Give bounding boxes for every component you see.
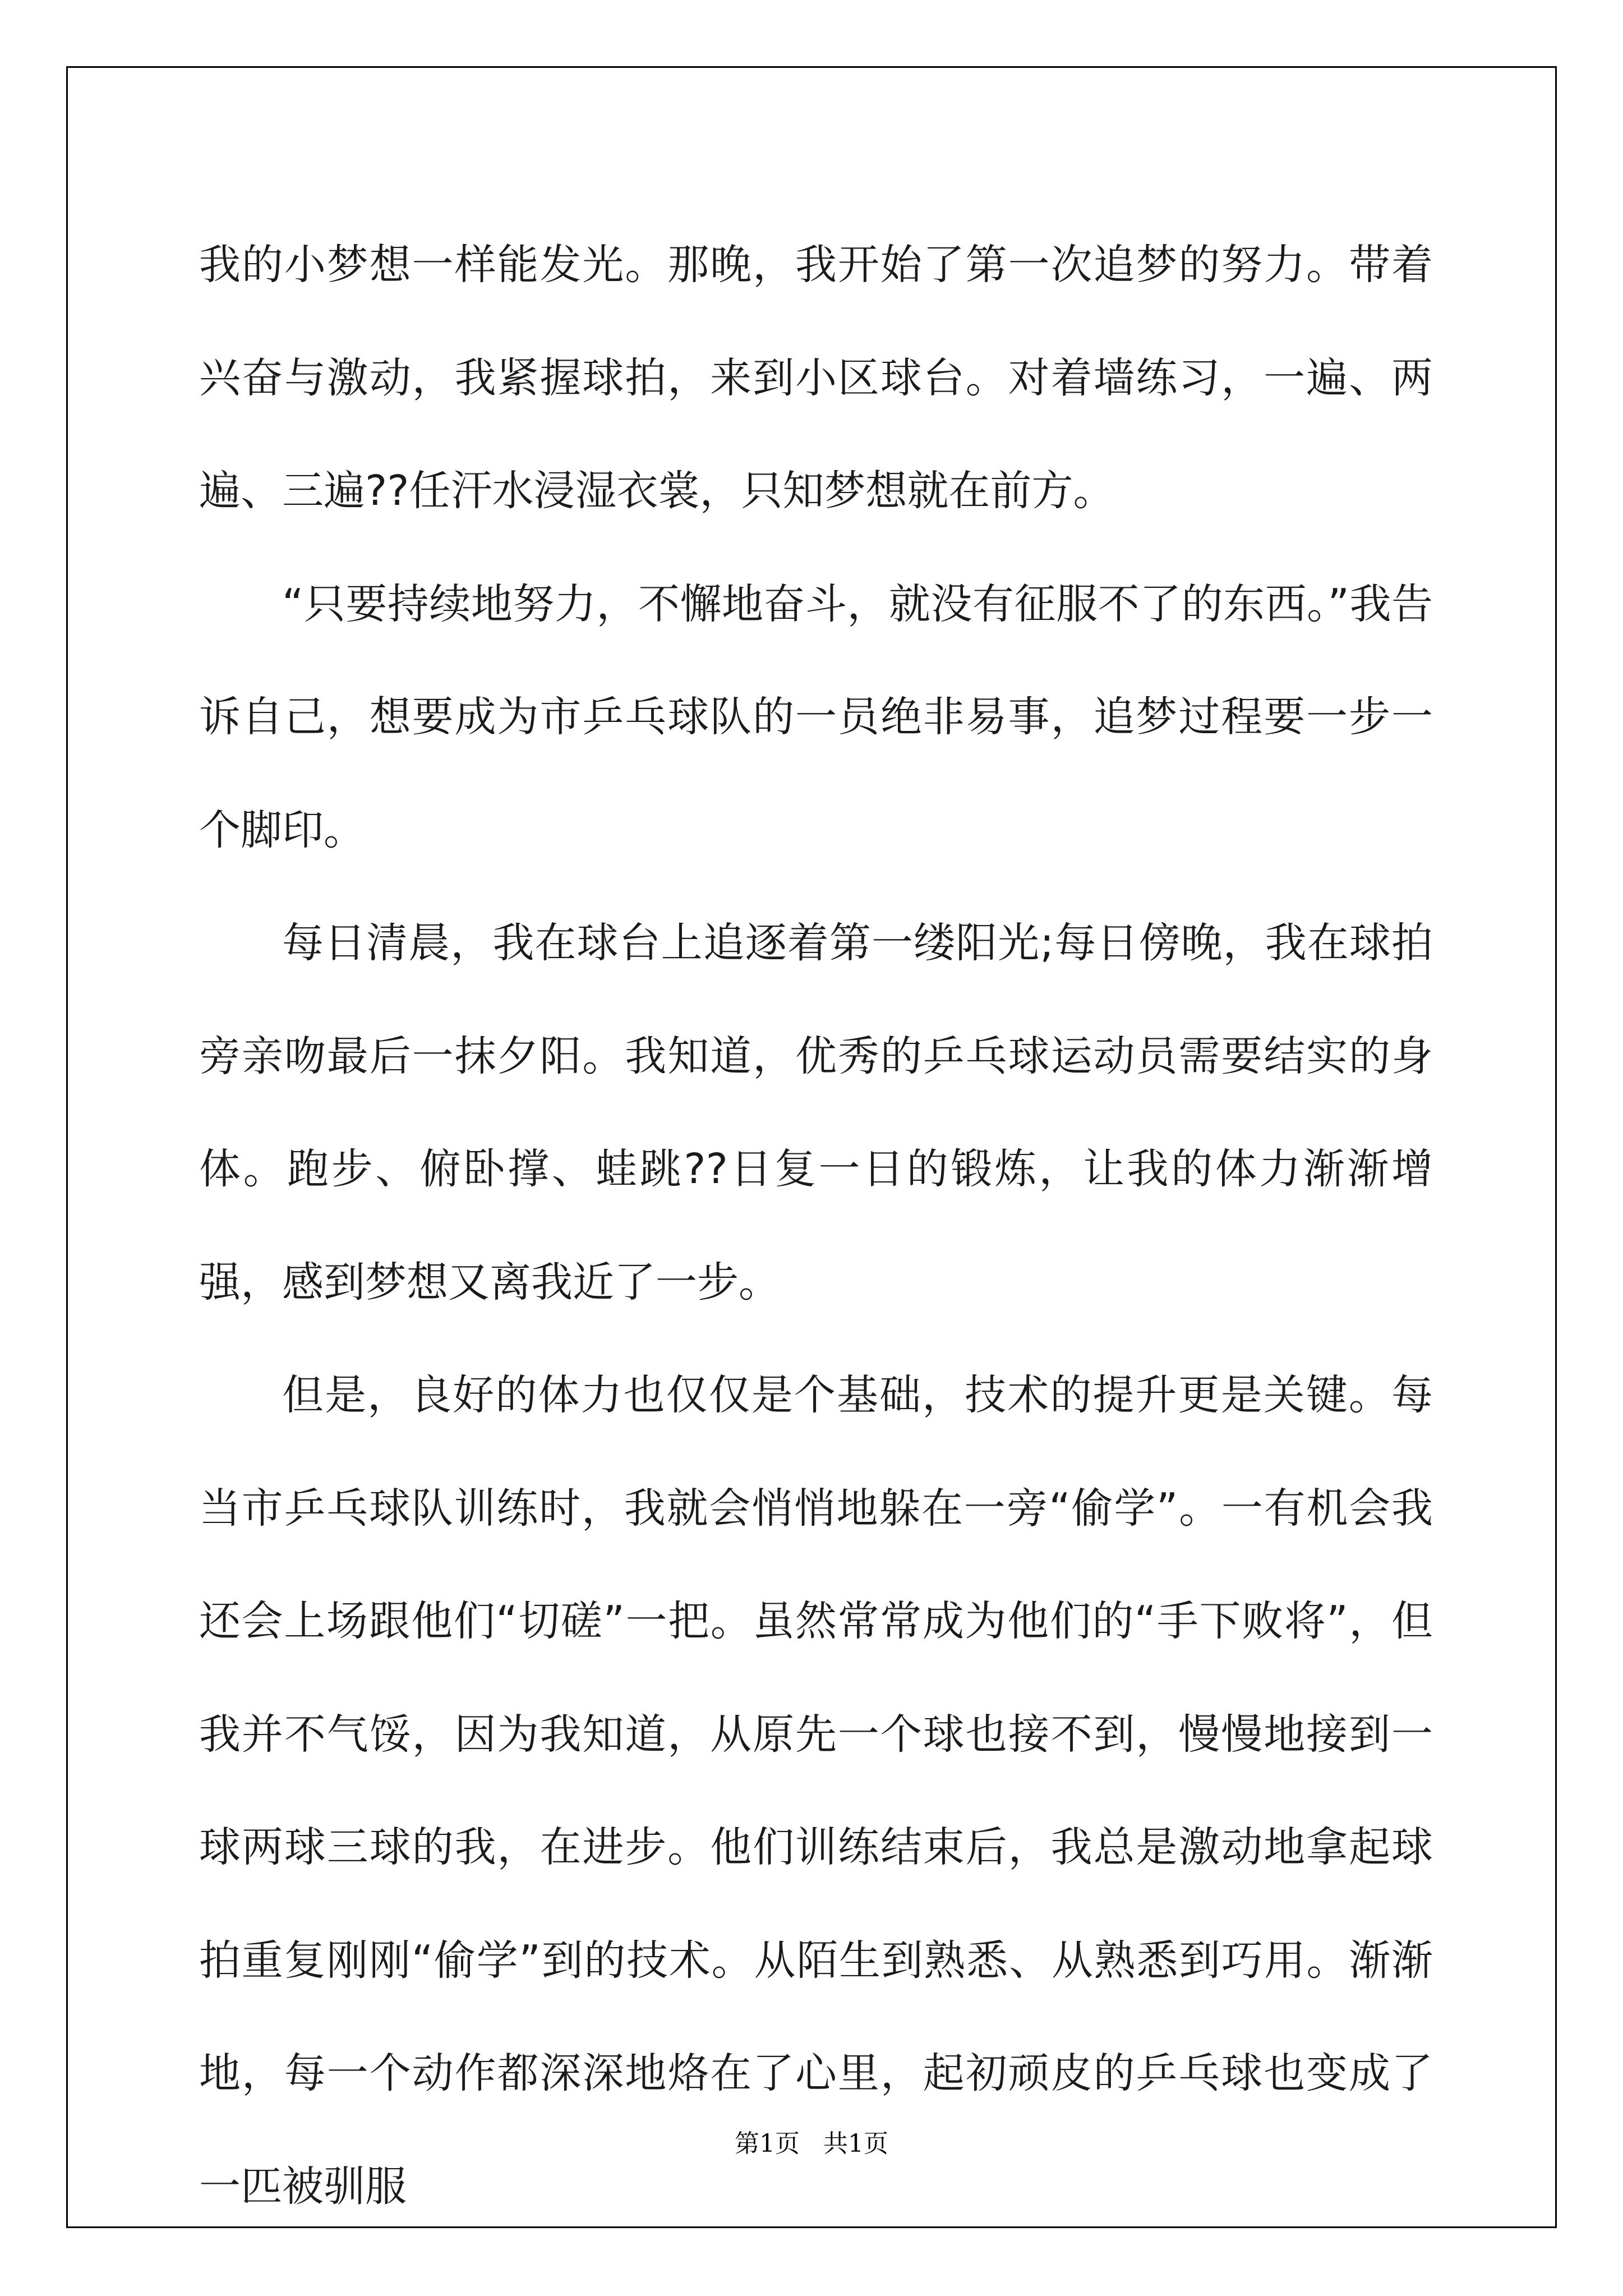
- page-footer: [0, 2123, 1623, 2159]
- document-body: [199, 209, 1433, 2243]
- page-total: 共1页: [823, 2129, 888, 2158]
- paragraph-4: 但是，良好的体力也仅仅是个基础，技术的提升更是关键。每当市乒乓球队训练时，我就会悄悄地躲在一旁“偷学”。一有机会我还会上场跟他们“切磋”一把。虽然常常成为他们的“手下败将”，但我并不气馁，因为我知道，从原先一个球也接不到，慢慢地接到一球两球三球的我，在进步。他们训练结束后，我总是激动地拿起球拍重复刚刚“偷学”到的技术。从陌生到熟悉、从熟悉到巧用。渐渐地，每一个动作都深深地烙在了心里，起初顽皮的乒乓球也变成了一匹被驯服: [199, 1371, 1433, 2211]
- page-number: 第1页: [735, 2129, 800, 2158]
- paragraph-2: “只要持续地努力，不懈地奋斗，就没有征服不了的东西。”我告诉自己，想要成为市乒乓球队的一员绝非易事，追梦过程要一步一个脚印。: [199, 579, 1433, 854]
- paragraph-1: 我的小梦想一样能发光。那晚，我开始了第一次追梦的努力。带着兴奋与激动，我紧握球拍，来到小区球台。对着墙练习，一遍、两遍、三遍??任汗水浸湿衣裳，只知梦想就在前方。: [199, 241, 1433, 515]
- paragraph-3: 每日清晨，我在球台上追逐着第一缕阳光;每日傍晚，我在球拍旁亲吻最后一抹夕阳。我知道，优秀的乒乓球运动员需要结实的身体。跑步、俯卧撑、蛙跳??日复一日的锻炼，让我的体力渐渐增强，感到梦想又离我近了一步。: [199, 919, 1433, 1306]
